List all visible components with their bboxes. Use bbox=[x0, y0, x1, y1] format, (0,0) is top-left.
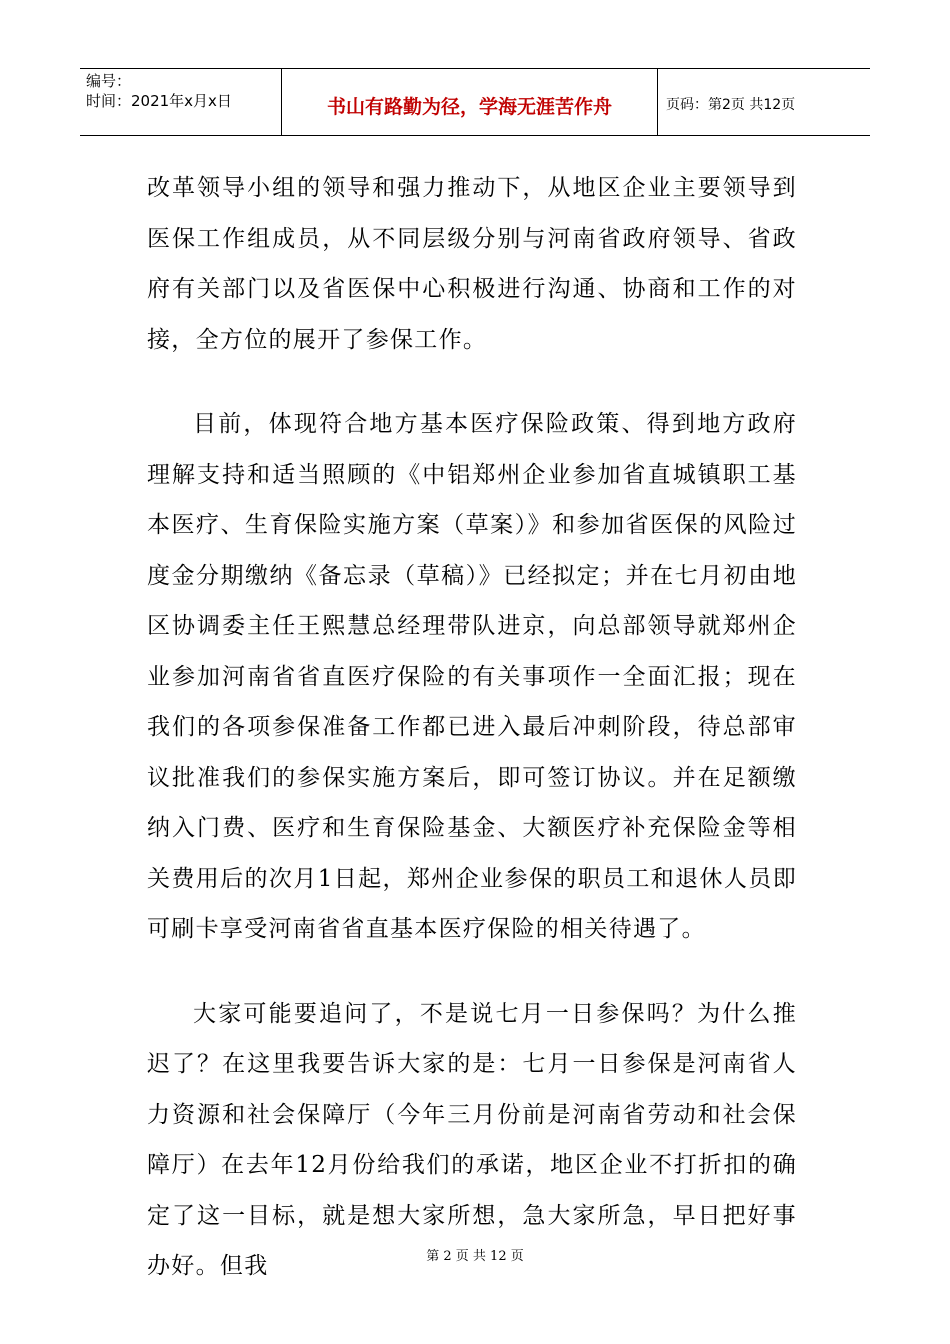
document-body bbox=[147, 163, 797, 1292]
paragraph-1: 改革领导小组的领导和强力推动下，从地区企业主要领导到医保工作组成员，从不同层级分别与河南省政府领导、省政府有关部门以及省医保中心积极进行沟通、协商和工作的对接，全方位的展开了参保工作。 bbox=[147, 175, 797, 353]
page-footer: 第 2 页 共 12 页 bbox=[426, 1249, 524, 1264]
header-motto: 书山有路勤为径，学海无涯苦作舟 bbox=[282, 69, 658, 135]
page-header bbox=[80, 68, 870, 136]
document-time-label: 时间：2021年x月x日 bbox=[86, 92, 232, 110]
paragraph-2: 目前，体现符合地方基本医疗保险政策、得到地方政府理解支持和适当照顾的《中铝郑州企业参加省直城镇职工基本医疗、生育保险实施方案（草案）》和参加省医保的风险过度金分期缴纳《备忘录（草稿）》已经拟定；并在七月初由地区协调委主任王熙慧总经理带队进京，向总部领导就郑州企业参加河南省省直医疗保险的有关事项作一全面汇报；现在我们的各项参保准备工作都已进入最后冲刺阶段，待总部审议批准我们的参保实施方案后，即可签订协议。并在足额缴纳入门费、医疗和生育保险基金、大额医疗补充保险金等相关费用后的次月1日起，郑州企业参保的职员工和退休人员即可刷卡享受河南省省直基本医疗保险的相关待遇了。 bbox=[147, 411, 797, 942]
paragraph-3: 大家可能要追问了，不是说七月一日参保吗？为什么推迟了？在这里我要告诉大家的是：七月一日参保是河南省人力资源和社会保障厅（今年三月份前是河南省劳动和社会保障厅）在去年12月份给我们的承诺，地区企业不打折扣的确定了这一目标，就是想大家所想，急大家所急，早日把好事办好。但我 bbox=[147, 1000, 797, 1279]
header-meta bbox=[80, 69, 282, 135]
document-number-label: 编号： bbox=[86, 72, 132, 90]
header-page-info: 页码：第2页 共12页 bbox=[666, 97, 796, 113]
